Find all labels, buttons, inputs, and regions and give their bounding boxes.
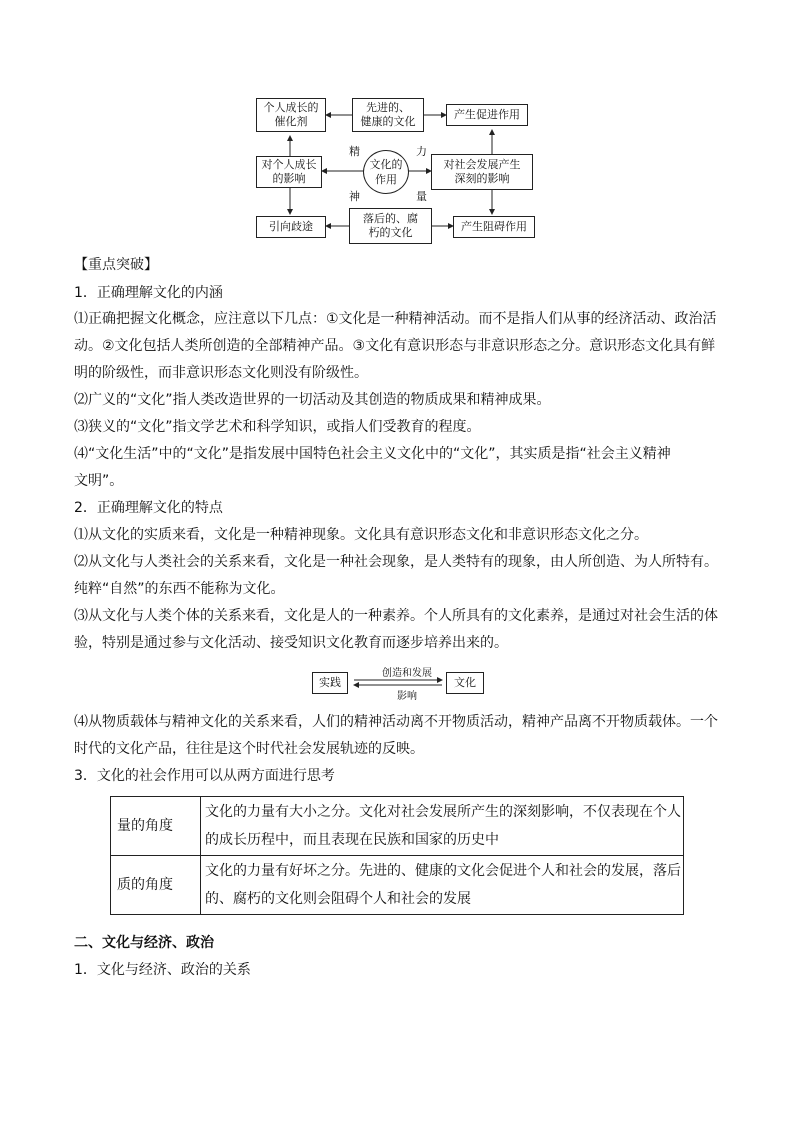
para-2-2a: ⑵从文化与人类社会的关系来看，文化是一种社会现象，是人类特有的现象，由人所创造、为人所特有。 — [74, 554, 718, 570]
table-cell-text: 文化的力量有好坏之分。先进的、健康的文化会促进个人和社会的发展，落后 的、腐朽的文化则会阻碍个人和社会的发展 — [201, 856, 684, 915]
label-jing: 精 — [349, 145, 360, 158]
box-backward-culture: 落后的、腐 朽的文化 — [349, 208, 432, 244]
flow-top-label: 创造和发展 — [382, 668, 432, 679]
para-1-3: ⑶狭义的“文化”指文学艺术和科学知识，或指人们受教育的程度。 — [74, 419, 481, 435]
practice-culture-flow — [312, 666, 484, 702]
table-row — [111, 856, 684, 915]
para-1-1a: ⑴正确把握文化概念，应注意以下几点：①文化是一种精神活动。而不是指人们从事的经济活动、政治活 — [74, 311, 717, 327]
heading-3: 3．文化的社会作用可以从两方面进行思考 — [74, 768, 335, 784]
heading-1: 1．正确理解文化的内涵 — [74, 285, 223, 301]
label-shen: 神 — [349, 190, 360, 203]
para-1-2: ⑵广义的“文化”指人类改造世界的一切活动及其创造的物质成果和精神成果。 — [74, 392, 551, 408]
para-2-4a: ⑷从物质载体与精神文化的关系来看，人们的精神活动离不开物质活动，精神产品离不开物质载体。一个 — [74, 714, 718, 730]
box-growth-catalyst: 个人成长的 催化剂 — [256, 98, 326, 132]
table-cell-label: 质的角度 — [111, 856, 201, 915]
table-row — [111, 797, 684, 856]
box-astray: 引向歧途 — [256, 216, 326, 238]
box-advanced-culture: 先进的、 健康的文化 — [352, 98, 424, 132]
box-promote: 产生促进作用 — [446, 104, 528, 126]
section-2-title: 二、文化与经济、政治 — [74, 935, 214, 951]
para-2-3a: ⑶从文化与人类个体的关系来看，文化是人的一种素养。个人所具有的文化素养，是通过对社会生活的体 — [74, 608, 718, 624]
box-personal-influence: 对个人成长 的影响 — [256, 156, 322, 188]
heading-2: 2．正确理解文化的特点 — [74, 500, 223, 516]
table-cell-text: 文化的力量有大小之分。文化对社会发展所产生的深刻影响，不仅表现在个人 的成长历程中，而且表现在民族和国家的历史中 — [201, 797, 684, 856]
para-1-4b: 文明”。 — [74, 473, 124, 489]
para-1-1b: 动。②文化包括人类所创造的全部精神产品。③文化有意识形态与非意识形态之分。意识形态文化具有鲜 — [74, 338, 716, 354]
label-li: 力 — [416, 145, 427, 158]
para-2-2b: 纯粹“自然”的东西不能称为文化。 — [74, 581, 285, 597]
para-1-4a: ⑷“文化生活”中的“文化”是指发展中国特色社会主义文化中的“文化”，其实质是指“社会主义精神 — [74, 446, 671, 462]
label-liang: 量 — [416, 190, 427, 203]
box-hinder: 产生阻碍作用 — [453, 216, 535, 238]
flow-bottom-label: 影响 — [397, 691, 417, 702]
section-key-breakthrough: 【重点突破】 — [74, 257, 158, 273]
table-cell-label: 量的角度 — [111, 797, 201, 856]
flow-culture-box: 文化 — [446, 672, 484, 694]
box-social-influence: 对社会发展产生 深刻的影响 — [431, 154, 533, 190]
para-1-1c: 明的阶级性，而非意识形态文化则没有阶级性。 — [74, 365, 368, 381]
culture-function-diagram — [256, 96, 540, 244]
social-function-table — [110, 796, 684, 915]
para-2-4b: 时代的文化产品，往往是这个时代社会发展轨迹的反映。 — [74, 741, 424, 757]
para-2-1: ⑴从文化的实质来看，文化是一种精神现象。文化具有意识形态文化和非意识形态文化之分。 — [74, 527, 648, 543]
flow-practice-box: 实践 — [312, 672, 348, 694]
center-culture-function: 文化的 作用 — [363, 150, 409, 194]
para-2-3b: 验，特别是通过参与文化活动、接受知识文化教育而逐步培养出来的。 — [74, 635, 508, 651]
section-2-heading-1: 1．文化与经济、政治的关系 — [74, 962, 251, 978]
